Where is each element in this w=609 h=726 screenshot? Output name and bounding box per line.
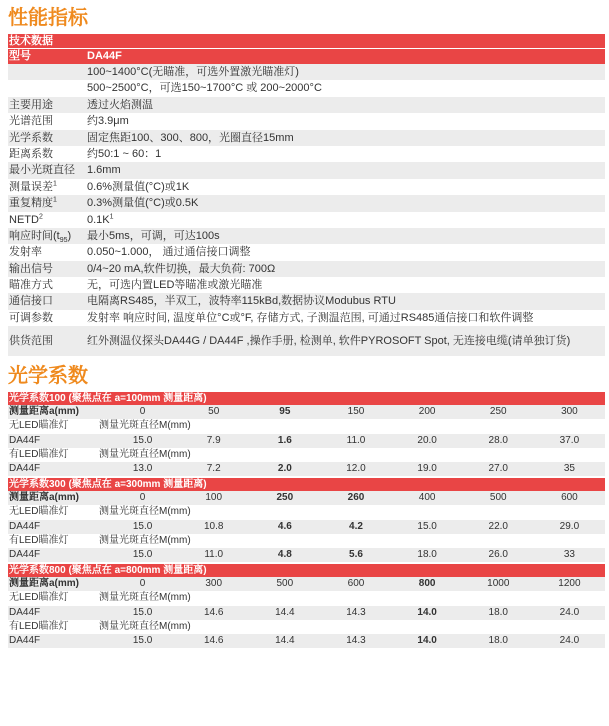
spec-row (8, 130, 605, 146)
spec-label: 输出信号 (9, 262, 53, 275)
spec-row (8, 212, 605, 228)
spec-value: 发射率 响应时间, 温度单位°C或°F, 存储方式, 子测温范围, 可通过RS485通信接口和软件调整 (87, 311, 534, 324)
spec-row (8, 179, 605, 195)
spec-label: 通信接口 (9, 295, 53, 308)
aim-light-label: 有LED瞄准灯 (9, 620, 69, 632)
spot-diameter-label: 测量光斑直径M(mm) (99, 592, 191, 604)
optics-cell: 300 (561, 406, 578, 418)
spec-row (8, 244, 605, 260)
optics-label-row (8, 591, 605, 605)
optics-cell: 14.4 (275, 634, 295, 646)
optics-cell: 150 (347, 406, 365, 418)
optics-cell: 50 (208, 406, 220, 418)
aim-light-label: 有LED瞄准灯 (9, 534, 69, 546)
spot-diameter-label: 测量光斑直径M(mm) (99, 534, 191, 546)
distance-row (8, 577, 605, 591)
spec-value: 透过火焰测温 (87, 98, 153, 111)
optics-table (8, 564, 605, 648)
optics-cell: 260 (347, 492, 365, 504)
aim-light-label: 无LED瞄准灯 (9, 420, 69, 432)
optics-cell: 0 (139, 492, 146, 504)
optics-cell: 37.0 (559, 434, 580, 446)
spec-value: $0.1K^1$ (87, 212, 114, 226)
model-value: DA44F (87, 50, 122, 62)
model-row (8, 49, 605, 64)
optics-cell: 14.3 (346, 634, 366, 646)
spec-label: 发射率 (9, 246, 42, 259)
spec-label: 响应时间$(t_{95})$ (9, 229, 72, 245)
optics-cell: 35 (563, 463, 575, 474)
optics-cell: 5.6 (349, 548, 363, 560)
optics-cell: 0 (139, 578, 146, 590)
spec-row (8, 277, 605, 293)
optics-cell: 100 (205, 492, 223, 504)
optics-cell: 1200 (558, 578, 581, 590)
range-row-1 (8, 64, 605, 80)
optics-cell: 15.0 (132, 434, 153, 446)
spec-label: 瞄准方式 (9, 279, 53, 292)
model-label: DA44F (9, 520, 41, 532)
optics-label-row (8, 419, 605, 433)
optics-cell: 200 (418, 406, 436, 418)
spec-row (8, 146, 605, 162)
optics-label-row (8, 620, 605, 634)
optics-cell: 15.0 (132, 634, 153, 646)
optics-cell: 14.4 (275, 606, 295, 618)
aim-light-label: 无LED瞄准灯 (9, 592, 69, 604)
spec-label-sup: 2 (38, 212, 43, 220)
spec-row (8, 293, 605, 309)
optics-cell: 24.0 (559, 606, 580, 618)
spec-value: 0.3%测量值(°C)或0.5K (87, 197, 199, 210)
optics-cell: 250 (489, 406, 507, 418)
model-label: DA44F (9, 463, 41, 474)
optics-cell: 600 (347, 578, 365, 590)
optics-title: 光学系数100 (聚焦点在 a=100mm 测量距离) (8, 392, 605, 405)
spec-label-sub: 95 (59, 237, 68, 245)
optics-cell: 15.0 (132, 520, 153, 532)
optics-cell: 0 (139, 406, 146, 418)
optics-cell: 14.0 (417, 634, 437, 646)
spec-row (8, 97, 605, 113)
spec-label: 距离系数 (9, 147, 53, 160)
optics-cell: 2.0 (277, 463, 292, 474)
spec-label: 重复精度$^1$ (9, 196, 57, 210)
optics-cell: 14.6 (203, 606, 224, 618)
led-values-row (8, 548, 605, 562)
specs-section-title: 性能指标 (8, 7, 88, 29)
optics-cell: 500 (489, 492, 507, 504)
spec-row (8, 228, 605, 244)
spec-row (8, 162, 605, 178)
optics-label-row (8, 448, 605, 462)
spec-value: 固定焦距100、300、800，光圈直径15mm (87, 131, 294, 144)
spec-label: NETD$^2$ (9, 212, 43, 226)
optics-cell: 11.0 (346, 434, 366, 446)
model-label: DA44F (9, 434, 41, 446)
spec-value: 无，可选内置LED等瞄准或激光瞄准 (87, 279, 263, 292)
optics-cell: 27.0 (488, 463, 508, 474)
optics-cell: 26.0 (488, 548, 508, 560)
no-led-values-row (8, 606, 605, 620)
optics-cell: 1000 (487, 578, 510, 590)
optics-cell: 18.0 (417, 548, 437, 560)
distance-label: 测量距离a(mm) (9, 578, 80, 590)
spec-row (8, 195, 605, 211)
optics-cell: 300 (205, 578, 223, 590)
supply-label: 供货范围 (9, 335, 53, 348)
specs-header: 技术数据 (8, 34, 605, 48)
specs-table (8, 34, 605, 356)
spec-value: 电隔离RS485，半双工，波特率115kBd,数据协议Modubus RTU (87, 295, 396, 308)
spec-row (8, 113, 605, 129)
optics-cell: 18.0 (488, 606, 508, 618)
optics-cell: 7.9 (206, 434, 221, 446)
optics-title: 光学系数800 (聚焦点在 a=800mm 测量距离) (8, 564, 605, 577)
model-label: DA44F (9, 548, 41, 560)
spec-value: 1.6mm (87, 164, 121, 177)
optics-cell: 1.6 (277, 434, 292, 446)
led-values-row (8, 462, 605, 476)
optics-cell: 33 (563, 548, 575, 560)
spec-label: 光谱范围 (9, 115, 53, 128)
optics-label-row (8, 505, 605, 519)
optics-cell: 24.0 (559, 634, 580, 646)
range-row-2 (8, 80, 605, 96)
supply-row (8, 326, 605, 356)
spot-diameter-label: 测量光斑直径M(mm) (99, 506, 191, 518)
optics-section-title: 光学系数 (8, 365, 88, 388)
optics-tables (8, 392, 605, 648)
optics-cell: 22.0 (488, 520, 508, 532)
optics-cell: 14.0 (417, 606, 437, 618)
optics-cell: 4.8 (277, 548, 292, 560)
optics-cell: 250 (276, 492, 294, 504)
optics-cell: 12.0 (346, 463, 366, 474)
optics-cell: 4.6 (277, 520, 292, 532)
spec-value: 约50:1 ~ 60：1 (87, 147, 162, 160)
distance-row (8, 405, 605, 419)
optics-cell: 600 (561, 492, 578, 504)
led-values-row (8, 634, 605, 648)
optics-cell: 19.0 (417, 463, 437, 474)
optics-cell: 400 (418, 492, 436, 504)
model-label: DA44F (9, 606, 41, 618)
optics-cell: 18.0 (488, 634, 508, 646)
spec-value: 0.6%测量值(°C)或1K (87, 180, 190, 193)
spec-value: 0.050~1.000， 通过通信接口调整 (87, 246, 251, 259)
range-line-2: 500~2500°C，可选150~1700°C 或 200~2000°C (87, 82, 322, 95)
optics-cell: 15.0 (417, 520, 437, 532)
range-line-1: 100~1400°C(无瞄准，可选外置激光瞄准灯) (87, 66, 299, 78)
spot-diameter-label: 测量光斑直径M(mm) (99, 420, 191, 432)
optics-cell: 4.2 (349, 520, 363, 532)
optics-cell: 14.6 (203, 634, 224, 646)
optics-table (8, 392, 605, 476)
distance-label: 测量距离a(mm) (9, 492, 80, 504)
model-label: DA44F (9, 634, 41, 646)
optics-table (8, 478, 605, 562)
spec-value-sup: 1 (109, 212, 114, 220)
spec-row (8, 310, 605, 326)
spec-value: 最小5ms，可调，可达100s (87, 229, 220, 242)
spec-label: 可调参数 (9, 311, 53, 324)
optics-cell: 7.2 (206, 463, 221, 474)
spec-label: 最小光斑直径 (9, 164, 75, 177)
no-led-values-row (8, 520, 605, 534)
spec-label-sup: 1 (53, 196, 57, 204)
optics-label-row (8, 534, 605, 548)
aim-light-label: 无LED瞄准灯 (9, 506, 69, 518)
optics-cell: 20.0 (417, 434, 437, 446)
spec-label: 测量误差$^1$ (9, 180, 57, 193)
spot-diameter-label: 测量光斑直径M(mm) (99, 620, 191, 632)
spec-value: 约3.9μm (87, 115, 129, 128)
optics-cell: 28.0 (488, 434, 508, 446)
distance-label: 测量距离a(mm) (9, 406, 80, 418)
optics-cell: 15.0 (132, 548, 153, 560)
optics-cell: 10.8 (203, 520, 224, 532)
spec-label: 光学系数 (9, 131, 53, 144)
spec-label: 主要用途 (9, 98, 53, 111)
model-label: 型号 (9, 50, 31, 62)
optics-title: 光学系数300 (聚焦点在 a=300mm 测量距离) (8, 478, 605, 491)
spec-row (8, 261, 605, 277)
optics-cell: 15.0 (132, 606, 153, 618)
spec-rows (8, 97, 605, 326)
spec-label-sup: 1 (53, 180, 57, 188)
optics-cell: 29.0 (559, 520, 580, 532)
optics-cell: 14.3 (346, 606, 366, 618)
optics-cell: 13.0 (132, 463, 153, 474)
optics-cell: 11.0 (204, 548, 224, 560)
spec-value: 0/4~20 mA,软件切换，最大负荷: 700Ω (87, 262, 276, 275)
optics-cell: 500 (276, 578, 294, 590)
distance-row (8, 491, 605, 505)
optics-cell: 95 (279, 406, 291, 418)
aim-light-label: 有LED瞄准灯 (9, 448, 69, 460)
no-led-values-row (8, 434, 605, 448)
optics-cell: 800 (418, 578, 436, 590)
spot-diameter-label: 测量光斑直径M(mm) (99, 448, 191, 460)
supply-value: 红外测温仪探头DA44G / DA44F ,操作手册, 检测单, 软件PYROSOFT Spot, 无连接电缆(请单独订货) (87, 335, 571, 348)
